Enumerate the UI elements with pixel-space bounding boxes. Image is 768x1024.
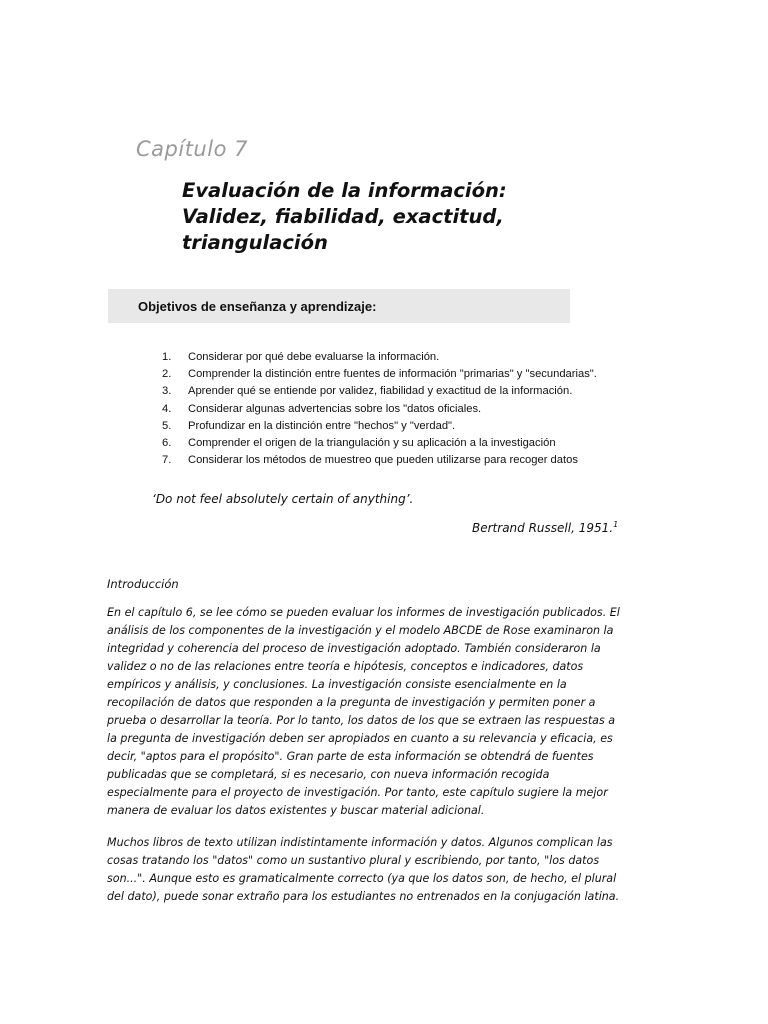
item-number: 4.: [162, 402, 172, 415]
item-number: 5.: [162, 419, 172, 432]
list-item: [162, 452, 597, 469]
objectives-heading: Objetivos de enseñanza y aprendizaje:: [138, 299, 377, 314]
text-line: son...". Aunque esto es gramaticalmente correcto (ya que los datos son, de hecho, el plural: [107, 872, 617, 885]
item-text: Comprender el origen de la triangulación y su aplicación a la investigación: [188, 436, 556, 449]
title-line: Validez, fiabilidad, exactitud,: [182, 205, 504, 228]
epigraph-quote: ‘Do not feel absolutely certain of anything’.: [152, 492, 414, 506]
text-line: validez o no de las relaciones entre teoría e hipótesis, conceptos e indicadores, datos: [107, 660, 584, 673]
attribution-text: Bertrand Russell, 1951.: [472, 521, 614, 535]
item-text: Considerar por qué debe evaluarse la información.: [188, 351, 440, 363]
item-number: 1.: [162, 351, 172, 363]
item-text: Considerar los métodos de muestreo que pueden utilizarse para recoger datos: [188, 454, 578, 467]
item-number: 3.: [162, 385, 172, 398]
text-line: decir, "aptos para el propósito". Gran parte de esta información se obtendrá de fuentes: [107, 750, 594, 763]
text-line: recopilación de datos que responden a la pregunta de investigación y permiten poner a: [107, 696, 596, 709]
text-line: integridad y coherencia del proceso de investigación adoptado. También consideraron la: [107, 642, 601, 655]
item-text: Comprender la distinción entre fuentes de información "primarias" y "secundarias".: [188, 368, 597, 381]
title-line: Evaluación de la información:: [182, 179, 507, 202]
item-text: Aprender qué se entiende por validez, fiabilidad y exactitud de la información.: [188, 385, 573, 398]
list-item: [162, 435, 597, 452]
item-number: 6.: [162, 436, 172, 449]
text-line: especialmente para el proyecto de investigación. Por tanto, este capítulo sugiere la mejor: [107, 786, 608, 799]
objectives-list: [162, 349, 597, 469]
text-line: Muchos libros de texto utilizan indistintamente información y datos. Algunos complican las: [107, 836, 613, 849]
list-item: [162, 383, 597, 400]
title-line: triangulación: [182, 231, 328, 254]
item-number: 2.: [162, 368, 172, 381]
section-heading: Introducción: [107, 577, 179, 591]
list-item: [162, 418, 597, 435]
text-line: del dato), puede sonar extraño para los estudiantes no entrenados en la conjugación latina.: [107, 890, 620, 903]
item-number: 7.: [162, 454, 172, 467]
text-line: cosas tratando los "datos" como un sustantivo plural y escribiendo, por tanto, "los datos: [107, 854, 600, 867]
chapter-label: Capítulo 7: [136, 137, 248, 161]
paragraph: [107, 604, 667, 820]
item-text: Considerar algunas advertencias sobre los "datos oficiales.: [188, 402, 482, 415]
text-line: análisis de los componentes de la investigación y el modelo ABCDE de Rose examinaron la: [107, 624, 614, 637]
objectives-banner: [108, 289, 570, 323]
text-line: prueba o desarrollar la teoría. Por lo tanto, los datos de los que se extraen las respuestas a: [107, 714, 616, 727]
chapter-title: [182, 178, 622, 256]
paragraph: [107, 834, 667, 906]
epigraph-attribution: [472, 520, 618, 535]
list-item: [162, 349, 597, 366]
footnote-marker: 1: [613, 520, 619, 529]
list-item: [162, 401, 597, 418]
text-line: manera de evaluar los datos existentes y buscar material adicional.: [107, 804, 485, 817]
text-line: publicadas que se completará, si es necesario, con nueva información recogida: [107, 768, 550, 781]
item-text: Profundizar en la distinción entre "hechos" y "verdad".: [188, 419, 456, 432]
text-line: la pregunta de investigación deben ser apropiados en cuanto a su relevancia y eficacia, es: [107, 732, 613, 745]
list-item: [162, 366, 597, 383]
text-line: En el capítulo 6, se lee cómo se pueden evaluar los informes de investigación publicados. El: [107, 606, 620, 619]
text-line: empíricos y análisis, y conclusiones. La investigación consiste esencialmente en la: [107, 678, 567, 691]
